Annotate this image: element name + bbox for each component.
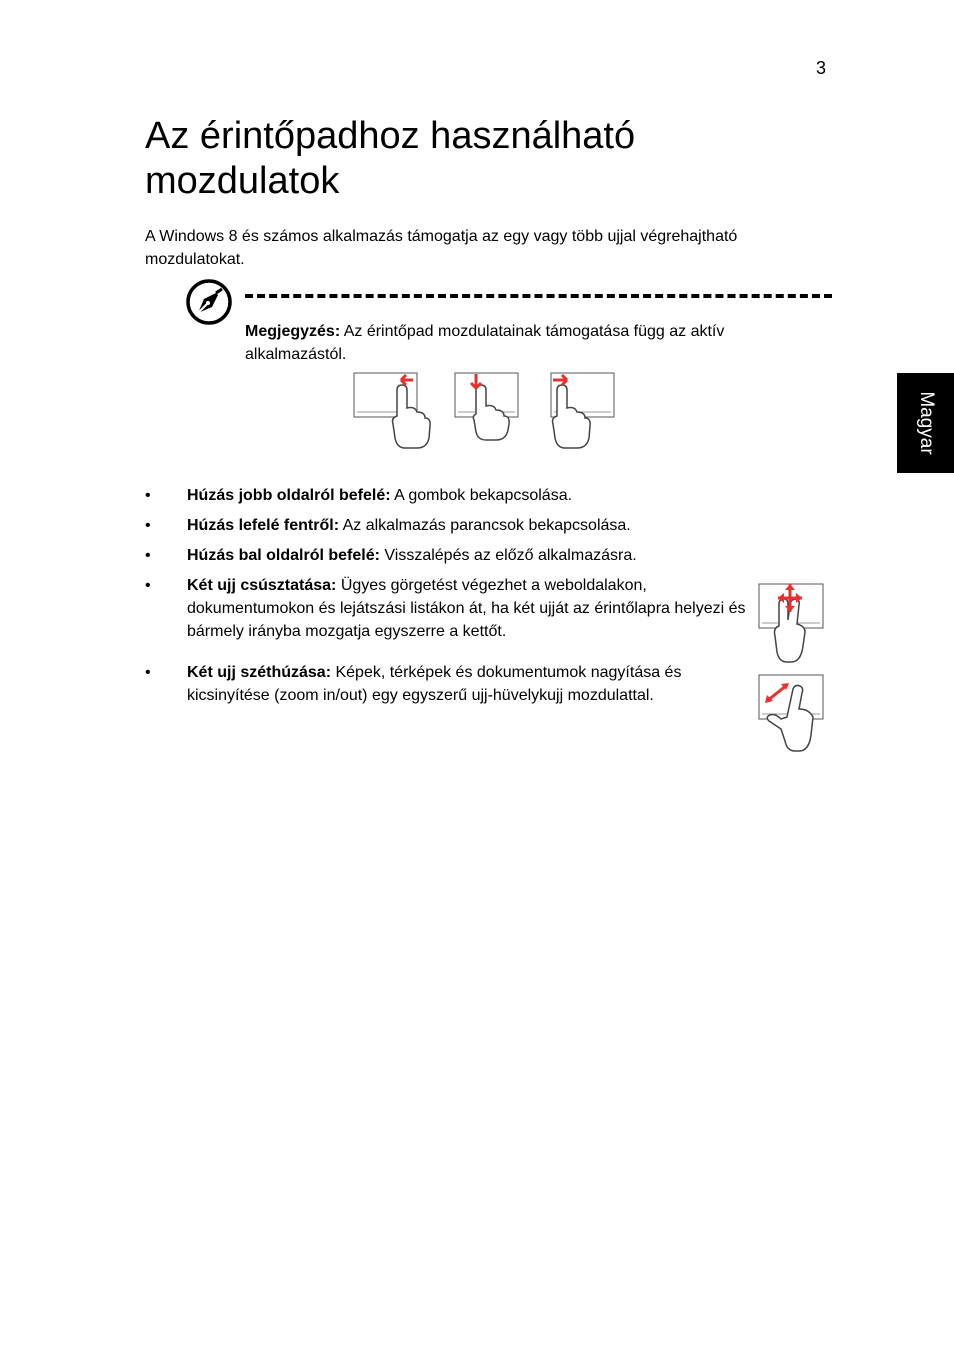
note-text: Megjegyzés: Az érintőpad mozdulatainak támogatása függ az aktív alkalmazástól. — [245, 323, 725, 363]
intro-paragraph: A Windows 8 és számos alkalmazás támogatja az egy vagy több ujjal végrehajtható mozdulatokat. — [145, 228, 738, 268]
language-tab-label: Magyar — [915, 391, 937, 455]
swipe-from-right-gesture-icon — [353, 372, 433, 450]
list-item: • Két ujj csúsztatása: Ügyes görgetést végezhet a weboldalakon, dokumentumokon és lejátszási listákon át, ha két ujját az érintőlapra helyezi és bármely irányba mozgatja egyszerre a kettőt. — [145, 577, 746, 640]
swipe-from-top-gesture-icon — [454, 372, 524, 442]
list-item: • Húzás bal oldalról befelé: Visszalépés az előző alkalmazásra. — [145, 547, 637, 564]
pen-nib-icon — [186, 279, 232, 325]
swipe-from-left-gesture-icon — [549, 372, 619, 450]
note-divider — [245, 294, 832, 298]
page-number: 3 — [816, 58, 827, 78]
pinch-zoom-gesture-icon — [757, 673, 827, 755]
language-tab — [897, 373, 954, 473]
list-item: • Húzás lefelé fentről: Az alkalmazás parancsok bekapcsolása. — [145, 517, 631, 534]
list-item: • Két ujj széthúzása: Képek, térképek és dokumentumok nagyítása és kicsinyítése (zoom in/out) egy egyszerű ujj-hüvelykujj mozdulattal. — [145, 664, 682, 704]
page-title: Az érintőpadhoz használható mozdulatok — [145, 115, 636, 202]
list-item: • Húzás jobb oldalról befelé: A gombok bekapcsolása. — [145, 487, 573, 504]
two-finger-scroll-gesture-icon — [757, 582, 827, 666]
gesture-list — [145, 484, 745, 725]
